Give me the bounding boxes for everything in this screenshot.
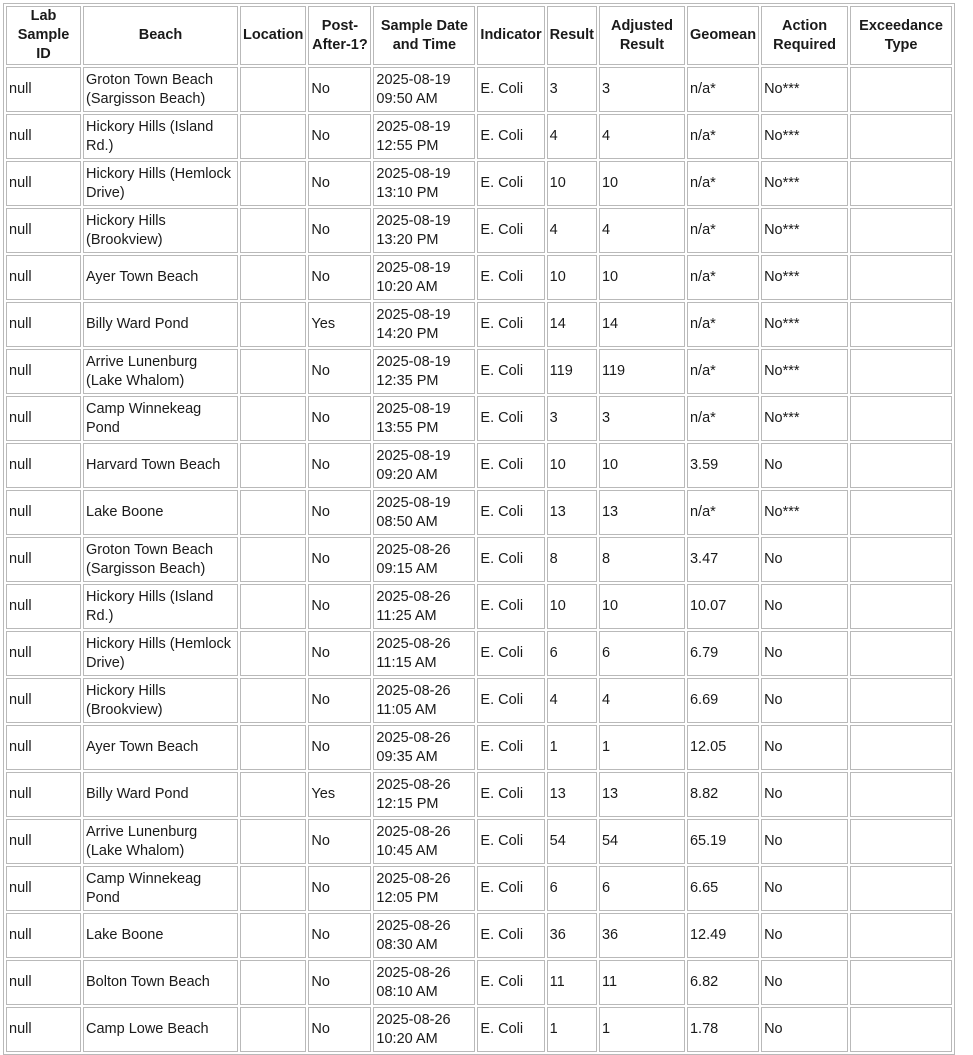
header-action-required: Action Required	[761, 6, 848, 65]
cell-post-after-1: No	[308, 114, 371, 159]
cell-location	[240, 443, 306, 488]
cell-action-required: No***	[761, 114, 848, 159]
cell-lab-sample-id: null	[6, 67, 81, 112]
cell-adjusted-result: 3	[599, 396, 685, 441]
table-row	[6, 725, 952, 770]
cell-exceedance-type	[850, 396, 952, 441]
cell-sample-date-time: 2025-08-26 09:15 AM	[373, 537, 475, 582]
cell-exceedance-type	[850, 584, 952, 629]
table-row	[6, 114, 952, 159]
cell-action-required: No	[761, 772, 848, 817]
table-row	[6, 584, 952, 629]
cell-geomean: 65.19	[687, 819, 759, 864]
cell-exceedance-type	[850, 208, 952, 253]
cell-beach: Hickory Hills (Brookview)	[83, 678, 238, 723]
cell-lab-sample-id: null	[6, 584, 81, 629]
cell-beach: Billy Ward Pond	[83, 772, 238, 817]
cell-exceedance-type	[850, 443, 952, 488]
cell-indicator: E. Coli	[477, 772, 544, 817]
cell-sample-date-time: 2025-08-19 13:10 PM	[373, 161, 475, 206]
cell-adjusted-result: 6	[599, 631, 685, 676]
cell-exceedance-type	[850, 913, 952, 958]
cell-action-required: No***	[761, 208, 848, 253]
cell-post-after-1: Yes	[308, 772, 371, 817]
cell-exceedance-type	[850, 161, 952, 206]
cell-exceedance-type	[850, 819, 952, 864]
cell-location	[240, 396, 306, 441]
cell-indicator: E. Coli	[477, 161, 544, 206]
cell-location	[240, 537, 306, 582]
cell-lab-sample-id: null	[6, 114, 81, 159]
cell-action-required: No***	[761, 349, 848, 394]
cell-result: 6	[547, 866, 597, 911]
header-sample-date-time: Sample Date and Time	[373, 6, 475, 65]
cell-exceedance-type	[850, 114, 952, 159]
cell-location	[240, 866, 306, 911]
cell-geomean: 3.47	[687, 537, 759, 582]
cell-beach: Camp Lowe Beach	[83, 1007, 238, 1052]
cell-lab-sample-id: null	[6, 1007, 81, 1052]
cell-adjusted-result: 10	[599, 161, 685, 206]
cell-geomean: 6.69	[687, 678, 759, 723]
cell-adjusted-result: 1	[599, 725, 685, 770]
cell-beach: Camp Winnekeag Pond	[83, 396, 238, 441]
cell-sample-date-time: 2025-08-26 12:15 PM	[373, 772, 475, 817]
table-row	[6, 866, 952, 911]
cell-geomean: n/a*	[687, 490, 759, 535]
cell-sample-date-time: 2025-08-26 08:30 AM	[373, 913, 475, 958]
cell-beach: Camp Winnekeag Pond	[83, 866, 238, 911]
cell-beach: Hickory Hills (Island Rd.)	[83, 114, 238, 159]
table-row	[6, 161, 952, 206]
cell-geomean: 1.78	[687, 1007, 759, 1052]
cell-beach: Hickory Hills (Brookview)	[83, 208, 238, 253]
cell-indicator: E. Coli	[477, 631, 544, 676]
cell-sample-date-time: 2025-08-26 11:15 AM	[373, 631, 475, 676]
cell-geomean: 8.82	[687, 772, 759, 817]
cell-result: 10	[547, 161, 597, 206]
cell-indicator: E. Coli	[477, 678, 544, 723]
cell-lab-sample-id: null	[6, 208, 81, 253]
cell-location	[240, 255, 306, 300]
cell-geomean: n/a*	[687, 396, 759, 441]
cell-lab-sample-id: null	[6, 866, 81, 911]
cell-indicator: E. Coli	[477, 67, 544, 112]
cell-adjusted-result: 11	[599, 960, 685, 1005]
cell-indicator: E. Coli	[477, 913, 544, 958]
cell-lab-sample-id: null	[6, 255, 81, 300]
cell-action-required: No	[761, 1007, 848, 1052]
cell-exceedance-type	[850, 302, 952, 347]
cell-exceedance-type	[850, 866, 952, 911]
cell-post-after-1: No	[308, 678, 371, 723]
cell-beach: Hickory Hills (Island Rd.)	[83, 584, 238, 629]
cell-lab-sample-id: null	[6, 396, 81, 441]
cell-post-after-1: No	[308, 443, 371, 488]
cell-lab-sample-id: null	[6, 960, 81, 1005]
cell-post-after-1: No	[308, 584, 371, 629]
cell-beach: Groton Town Beach (Sargisson Beach)	[83, 67, 238, 112]
header-lab-sample-id: Lab Sample ID	[6, 6, 81, 65]
cell-location	[240, 114, 306, 159]
cell-lab-sample-id: null	[6, 678, 81, 723]
cell-post-after-1: No	[308, 161, 371, 206]
beach-sample-table	[3, 3, 955, 1055]
cell-adjusted-result: 10	[599, 255, 685, 300]
cell-sample-date-time: 2025-08-19 13:20 PM	[373, 208, 475, 253]
cell-result: 11	[547, 960, 597, 1005]
cell-location	[240, 960, 306, 1005]
table-row	[6, 537, 952, 582]
cell-post-after-1: No	[308, 913, 371, 958]
cell-sample-date-time: 2025-08-26 08:10 AM	[373, 960, 475, 1005]
cell-lab-sample-id: null	[6, 913, 81, 958]
cell-indicator: E. Coli	[477, 725, 544, 770]
cell-result: 3	[547, 396, 597, 441]
cell-exceedance-type	[850, 490, 952, 535]
table-row	[6, 208, 952, 253]
cell-lab-sample-id: null	[6, 537, 81, 582]
table-row	[6, 396, 952, 441]
cell-geomean: n/a*	[687, 67, 759, 112]
cell-location	[240, 913, 306, 958]
cell-geomean: n/a*	[687, 255, 759, 300]
cell-sample-date-time: 2025-08-26 11:25 AM	[373, 584, 475, 629]
cell-exceedance-type	[850, 255, 952, 300]
table-row	[6, 302, 952, 347]
table-header	[6, 6, 952, 65]
cell-result: 1	[547, 725, 597, 770]
table-row	[6, 631, 952, 676]
cell-geomean: 3.59	[687, 443, 759, 488]
cell-exceedance-type	[850, 67, 952, 112]
cell-exceedance-type	[850, 725, 952, 770]
cell-location	[240, 1007, 306, 1052]
cell-beach: Lake Boone	[83, 490, 238, 535]
table-row	[6, 772, 952, 817]
cell-lab-sample-id: null	[6, 302, 81, 347]
cell-action-required: No	[761, 960, 848, 1005]
cell-beach: Arrive Lunenburg (Lake Whalom)	[83, 349, 238, 394]
cell-lab-sample-id: null	[6, 819, 81, 864]
cell-post-after-1: No	[308, 208, 371, 253]
cell-sample-date-time: 2025-08-19 12:35 PM	[373, 349, 475, 394]
cell-location	[240, 584, 306, 629]
cell-lab-sample-id: null	[6, 772, 81, 817]
cell-result: 10	[547, 443, 597, 488]
cell-location	[240, 772, 306, 817]
cell-lab-sample-id: null	[6, 161, 81, 206]
cell-adjusted-result: 36	[599, 913, 685, 958]
table-row	[6, 443, 952, 488]
cell-beach: Ayer Town Beach	[83, 255, 238, 300]
table-row	[6, 913, 952, 958]
cell-location	[240, 208, 306, 253]
cell-post-after-1: No	[308, 67, 371, 112]
cell-beach: Groton Town Beach (Sargisson Beach)	[83, 537, 238, 582]
cell-lab-sample-id: null	[6, 490, 81, 535]
cell-post-after-1: No	[308, 1007, 371, 1052]
cell-sample-date-time: 2025-08-19 09:20 AM	[373, 443, 475, 488]
cell-result: 4	[547, 114, 597, 159]
table-row	[6, 819, 952, 864]
cell-post-after-1: No	[308, 960, 371, 1005]
table-row	[6, 1007, 952, 1052]
cell-beach: Arrive Lunenburg (Lake Whalom)	[83, 819, 238, 864]
cell-action-required: No***	[761, 67, 848, 112]
cell-indicator: E. Coli	[477, 443, 544, 488]
cell-indicator: E. Coli	[477, 302, 544, 347]
cell-indicator: E. Coli	[477, 208, 544, 253]
cell-location	[240, 302, 306, 347]
cell-lab-sample-id: null	[6, 349, 81, 394]
cell-sample-date-time: 2025-08-19 10:20 AM	[373, 255, 475, 300]
cell-location	[240, 819, 306, 864]
cell-indicator: E. Coli	[477, 349, 544, 394]
cell-geomean: n/a*	[687, 302, 759, 347]
cell-action-required: No	[761, 725, 848, 770]
cell-adjusted-result: 14	[599, 302, 685, 347]
cell-result: 1	[547, 1007, 597, 1052]
cell-geomean: 10.07	[687, 584, 759, 629]
cell-geomean: n/a*	[687, 349, 759, 394]
cell-post-after-1: No	[308, 396, 371, 441]
cell-result: 4	[547, 678, 597, 723]
cell-exceedance-type	[850, 631, 952, 676]
cell-location	[240, 678, 306, 723]
cell-result: 13	[547, 490, 597, 535]
cell-result: 6	[547, 631, 597, 676]
cell-post-after-1: No	[308, 725, 371, 770]
cell-sample-date-time: 2025-08-19 08:50 AM	[373, 490, 475, 535]
cell-indicator: E. Coli	[477, 255, 544, 300]
cell-result: 10	[547, 255, 597, 300]
cell-adjusted-result: 10	[599, 584, 685, 629]
cell-action-required: No	[761, 443, 848, 488]
cell-result: 119	[547, 349, 597, 394]
cell-action-required: No***	[761, 396, 848, 441]
header-exceedance-type: Exceedance Type	[850, 6, 952, 65]
cell-sample-date-time: 2025-08-26 10:20 AM	[373, 1007, 475, 1052]
cell-geomean: 6.79	[687, 631, 759, 676]
cell-adjusted-result: 4	[599, 208, 685, 253]
cell-indicator: E. Coli	[477, 960, 544, 1005]
cell-beach: Billy Ward Pond	[83, 302, 238, 347]
cell-geomean: 6.65	[687, 866, 759, 911]
cell-result: 36	[547, 913, 597, 958]
cell-adjusted-result: 8	[599, 537, 685, 582]
cell-geomean: n/a*	[687, 208, 759, 253]
cell-exceedance-type	[850, 678, 952, 723]
cell-action-required: No***	[761, 161, 848, 206]
cell-indicator: E. Coli	[477, 866, 544, 911]
cell-geomean: 12.49	[687, 913, 759, 958]
cell-location	[240, 631, 306, 676]
cell-post-after-1: No	[308, 349, 371, 394]
header-beach: Beach	[83, 6, 238, 65]
cell-exceedance-type	[850, 1007, 952, 1052]
cell-geomean: n/a*	[687, 114, 759, 159]
cell-post-after-1: Yes	[308, 302, 371, 347]
cell-geomean: 12.05	[687, 725, 759, 770]
cell-indicator: E. Coli	[477, 396, 544, 441]
cell-sample-date-time: 2025-08-26 12:05 PM	[373, 866, 475, 911]
table-row	[6, 349, 952, 394]
cell-result: 10	[547, 584, 597, 629]
cell-exceedance-type	[850, 537, 952, 582]
cell-sample-date-time: 2025-08-19 09:50 AM	[373, 67, 475, 112]
cell-adjusted-result: 13	[599, 490, 685, 535]
cell-result: 14	[547, 302, 597, 347]
table-row	[6, 255, 952, 300]
cell-sample-date-time: 2025-08-26 10:45 AM	[373, 819, 475, 864]
cell-result: 8	[547, 537, 597, 582]
table-row	[6, 960, 952, 1005]
header-location: Location	[240, 6, 306, 65]
cell-beach: Lake Boone	[83, 913, 238, 958]
cell-action-required: No	[761, 631, 848, 676]
header-result: Result	[547, 6, 597, 65]
cell-indicator: E. Coli	[477, 114, 544, 159]
cell-action-required: No***	[761, 255, 848, 300]
cell-beach: Ayer Town Beach	[83, 725, 238, 770]
cell-indicator: E. Coli	[477, 490, 544, 535]
cell-adjusted-result: 4	[599, 114, 685, 159]
table-row	[6, 490, 952, 535]
cell-result: 54	[547, 819, 597, 864]
cell-post-after-1: No	[308, 490, 371, 535]
cell-sample-date-time: 2025-08-19 13:55 PM	[373, 396, 475, 441]
cell-result: 13	[547, 772, 597, 817]
cell-action-required: No	[761, 819, 848, 864]
cell-beach: Hickory Hills (Hemlock Drive)	[83, 631, 238, 676]
cell-adjusted-result: 13	[599, 772, 685, 817]
cell-beach: Bolton Town Beach	[83, 960, 238, 1005]
cell-sample-date-time: 2025-08-26 11:05 AM	[373, 678, 475, 723]
header-row	[6, 6, 952, 65]
table-row	[6, 678, 952, 723]
cell-location	[240, 161, 306, 206]
cell-location	[240, 67, 306, 112]
cell-action-required: No	[761, 584, 848, 629]
cell-exceedance-type	[850, 960, 952, 1005]
cell-adjusted-result: 4	[599, 678, 685, 723]
table-body	[6, 67, 952, 1052]
cell-exceedance-type	[850, 349, 952, 394]
cell-indicator: E. Coli	[477, 1007, 544, 1052]
cell-location	[240, 490, 306, 535]
cell-post-after-1: No	[308, 537, 371, 582]
cell-location	[240, 725, 306, 770]
cell-adjusted-result: 1	[599, 1007, 685, 1052]
cell-post-after-1: No	[308, 819, 371, 864]
table-row	[6, 67, 952, 112]
cell-lab-sample-id: null	[6, 443, 81, 488]
cell-action-required: No	[761, 866, 848, 911]
header-adjusted-result: Adjusted Result	[599, 6, 685, 65]
cell-result: 3	[547, 67, 597, 112]
cell-beach: Hickory Hills (Hemlock Drive)	[83, 161, 238, 206]
cell-sample-date-time: 2025-08-19 12:55 PM	[373, 114, 475, 159]
cell-indicator: E. Coli	[477, 819, 544, 864]
cell-post-after-1: No	[308, 631, 371, 676]
cell-adjusted-result: 3	[599, 67, 685, 112]
cell-indicator: E. Coli	[477, 584, 544, 629]
cell-sample-date-time: 2025-08-19 14:20 PM	[373, 302, 475, 347]
cell-lab-sample-id: null	[6, 631, 81, 676]
cell-exceedance-type	[850, 772, 952, 817]
cell-action-required: No	[761, 913, 848, 958]
cell-sample-date-time: 2025-08-26 09:35 AM	[373, 725, 475, 770]
header-geomean: Geomean	[687, 6, 759, 65]
cell-geomean: 6.82	[687, 960, 759, 1005]
cell-beach: Harvard Town Beach	[83, 443, 238, 488]
cell-adjusted-result: 119	[599, 349, 685, 394]
header-post-after-1: Post-After-1?	[308, 6, 371, 65]
cell-post-after-1: No	[308, 255, 371, 300]
cell-geomean: n/a*	[687, 161, 759, 206]
cell-post-after-1: No	[308, 866, 371, 911]
cell-location	[240, 349, 306, 394]
cell-action-required: No***	[761, 490, 848, 535]
cell-adjusted-result: 54	[599, 819, 685, 864]
cell-action-required: No	[761, 537, 848, 582]
cell-action-required: No***	[761, 302, 848, 347]
cell-indicator: E. Coli	[477, 537, 544, 582]
cell-lab-sample-id: null	[6, 725, 81, 770]
cell-adjusted-result: 10	[599, 443, 685, 488]
cell-action-required: No	[761, 678, 848, 723]
header-indicator: Indicator	[477, 6, 544, 65]
cell-result: 4	[547, 208, 597, 253]
cell-adjusted-result: 6	[599, 866, 685, 911]
